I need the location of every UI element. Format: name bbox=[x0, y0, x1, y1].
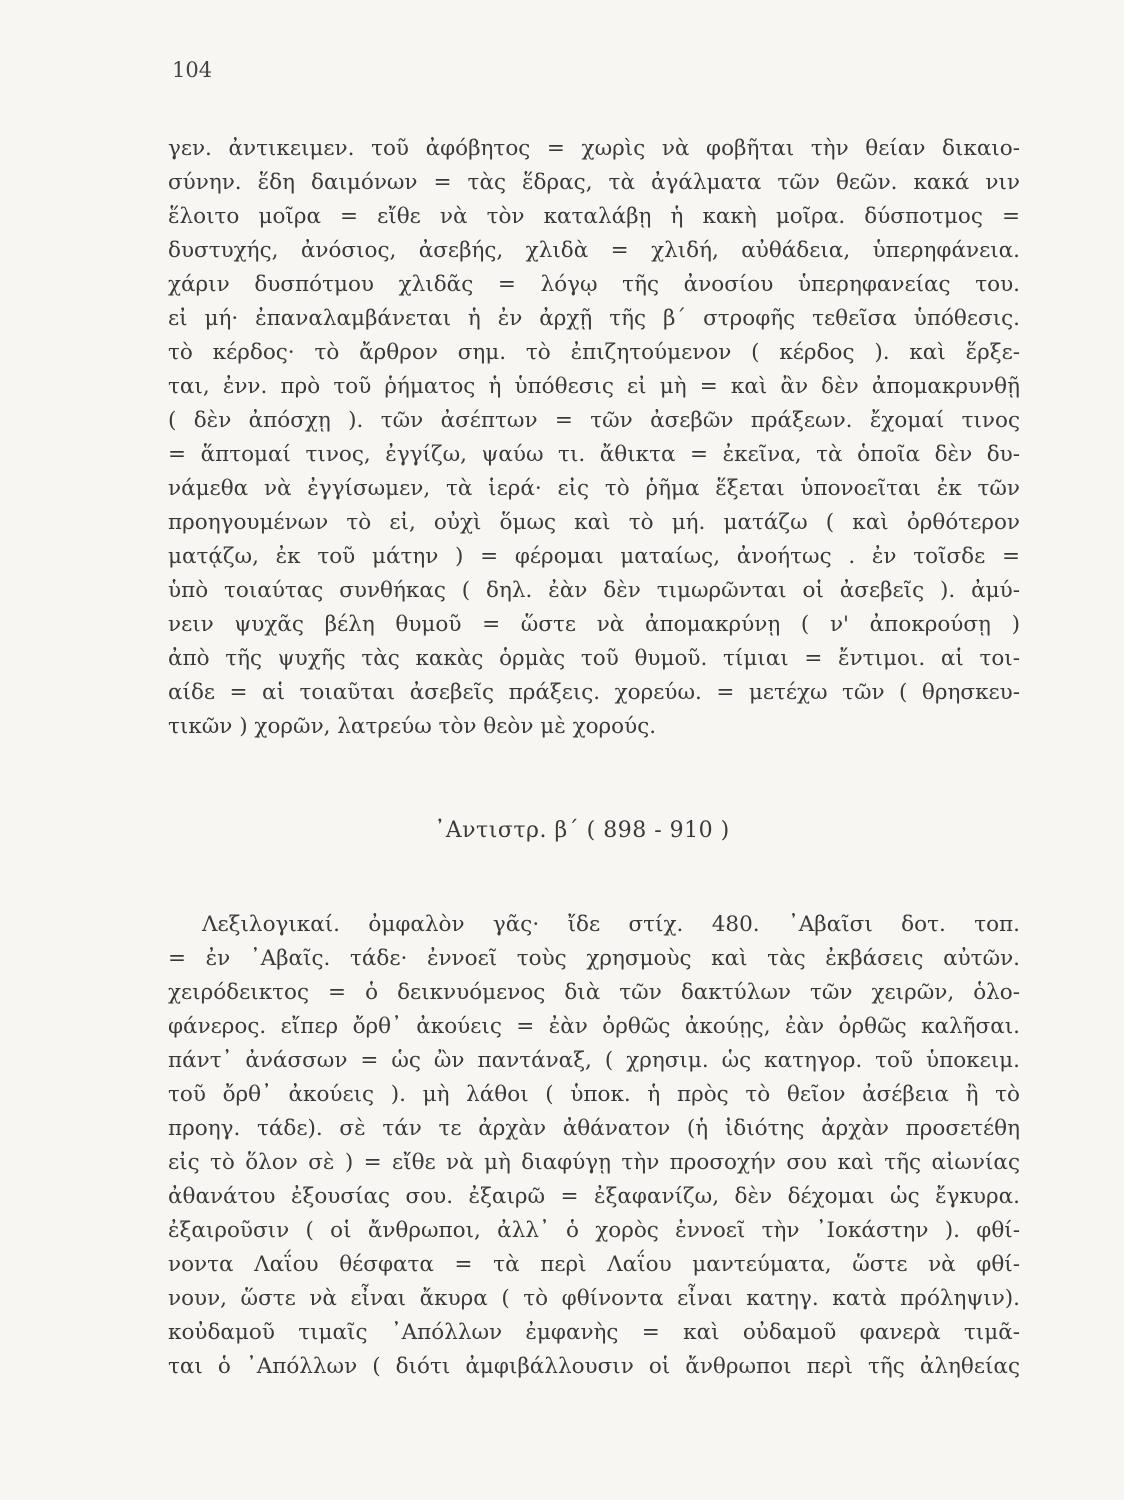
text-line: τικῶν ) χορῶν, λατρεύω τὸν θεὸν μὲ χορούς. bbox=[168, 714, 657, 739]
text-line: πάντ᾽ ἀνάσσων = ὡς ὢν παντάναξ, ( χρησιμ. ὡς κατηγορ. τοῦ ὑποκειμ. bbox=[168, 1048, 1020, 1073]
text-line: ται, ἐνν. πρὸ τοῦ ῥήματος ἡ ὑπόθεσις εἰ μὴ = καὶ ἂν δὲν ἀπομακρυνθῇ bbox=[168, 374, 1020, 399]
text-line: ὑπὸ τοιαύτας συνθήκας ( δηλ. ἐὰν δὲν τιμωρῶνται οἱ ἀσεβεῖς ). ἀμύ- bbox=[168, 578, 1020, 603]
text-line: δυστυχής, ἀνόσιος, ἀσεβής, χλιδὰ = χλιδή, αὐθάδεια, ὑπερηφάνεια. bbox=[168, 238, 1020, 263]
text-line: = ἅπτομαί τινος, ἐγγίζω, ψαύω τι. ἄθικτα = ἐκεῖνα, τὰ ὁποῖα δὲν δυ- bbox=[168, 442, 1020, 467]
text-line: ματᾴζω, ἐκ τοῦ μάτην ) = φέρομαι ματαίως, ἀνοήτως . ἐν τοῖσδε = bbox=[168, 544, 1020, 569]
section-heading-text: ᾽Αντιστρ. β΄ ( 898 - 910 ) bbox=[434, 818, 730, 843]
text-line: ( δὲν ἀπόσχῃ ). τῶν ἀσέπτων = τῶν ἀσεβῶν πράξεων. ἔχομαί τινος bbox=[168, 408, 1020, 433]
text-line: νουν, ὥστε νὰ εἶναι ἄκυρα ( τὸ φθίνοντα εἶναι κατηγ. κατὰ πρόληψιν). bbox=[168, 1286, 1020, 1311]
paragraph-vocabulary-strophe bbox=[168, 132, 1020, 744]
text-line: χάριν δυσπότμου χλιδᾶς = λόγῳ τῆς ἀνοσίου ὑπερηφανείας του. bbox=[168, 272, 1020, 297]
text-line: ἀπὸ τῆς ψυχῆς τὰς κακὰς ὁρμὰς τοῦ θυμοῦ. τίμιαι = ἔντιμοι. αἱ τοι- bbox=[168, 646, 1020, 671]
text-line: νοντα Λαΐου θέσφατα = τὰ περὶ Λαΐου μαντεύματα, ὥστε νὰ φθί- bbox=[168, 1252, 1020, 1277]
text-line: προηγ. τάδε). σὲ τάν τε ἀρχὰν ἀθάνατον (ἡ ἰδιότης ἀρχὰν προσετέθη bbox=[168, 1116, 1020, 1141]
text-line: ἕλοιτο μοῖρα = εἴθε νὰ τὸν καταλάβῃ ἡ κακὴ μοῖρα. δύσποτμος = bbox=[168, 204, 1020, 229]
text-line: = ἐν ᾽Αβαῖς. τάδε· ἐννοεῖ τοὺς χρησμοὺς καὶ τὰς ἐκβάσεις αὐτῶν. bbox=[168, 946, 1020, 971]
text-line: χειρόδεικτος = ὁ δεικνυόμενος διὰ τῶν δακτύλων τῶν χειρῶν, ὁλο- bbox=[168, 980, 1020, 1005]
text-line: κοὐδαμοῦ τιμαῖς ᾽Απόλλων ἐμφανὴς = καὶ οὐδαμοῦ φανερὰ τιμᾶ- bbox=[168, 1320, 1020, 1345]
text-line: τὸ κέρδος· τὸ ἄρθρον σημ. τὸ ἐπιζητούμενον ( κέρδος ). καὶ ἕρξε- bbox=[168, 340, 1020, 365]
text-line: νάμεθα νὰ ἐγγίσωμεν, τὰ ἱερά· εἰς τὸ ῥῆμα ἕξεται ὑπονοεῖται ἐκ τῶν bbox=[168, 476, 1020, 501]
text-line: νειν ψυχᾶς βέλη θυμοῦ = ὥστε νὰ ἀπομακρύνῃ ( ν' ἀποκρούσῃ ) bbox=[168, 612, 1020, 637]
text-line: εἰς τὸ ὅλον σὲ ) = εἴθε νὰ μὴ διαφύγῃ τὴν προσοχήν σου καὶ τῆς αἰωνίας bbox=[168, 1150, 1020, 1175]
text-line: προηγουμένων τὸ εἰ, οὐχὶ ὅμως καὶ τὸ μή. ματάζω ( καὶ ὀρθότερον bbox=[168, 510, 1020, 535]
text-line: αίδε = αἱ τοιαῦται ἀσεβεῖς πράξεις. χορεύω. = μετέχω τῶν ( θρησκευ- bbox=[168, 680, 1020, 705]
section-heading bbox=[0, 818, 1124, 843]
text-line: Λεξιλογικαί. ὀμφαλὸν γᾶς· ἴδε στίχ. 480. ᾽Αβαῖσι δοτ. τοπ. bbox=[202, 912, 1020, 937]
text-line: ται ὁ ᾽Απόλλων ( διότι ἀμφιβάλλουσιν οἱ ἄνθρωποι περὶ τῆς ἀληθείας bbox=[168, 1354, 1020, 1379]
text-line: ἀθανάτου ἐξουσίας σου. ἐξαιρῶ = ἐξαφανίζω, δὲν δέχομαι ὡς ἔγκυρα. bbox=[168, 1184, 1020, 1209]
text-line: εἰ μή· ἐπαναλαμβάνεται ἡ ἐν ἀρχῇ τῆς β΄ στροφῆς τεθεῖσα ὑπόθεσις. bbox=[168, 306, 1020, 331]
text-line: φάνερος. εἴπερ ὄρθ᾽ ἀκούεις = ἐὰν ὀρθῶς ἀκούῃς, ἐὰν ὀρθῶς καλῆσαι. bbox=[168, 1014, 1020, 1039]
text-line: γεν. ἀντικειμεν. τοῦ ἀφόβητος = χωρὶς νὰ φοβῆται τὴν θείαν δικαιο- bbox=[168, 136, 1020, 161]
text-line: ἐξαιροῦσιν ( οἱ ἄνθρωποι, ἀλλ᾽ ὁ χορὸς ἐννοεῖ τὴν ᾽Ιοκάστην ). φθί- bbox=[168, 1218, 1020, 1243]
paragraph-vocabulary-antistrophe bbox=[168, 908, 1020, 1384]
page-number: 104 bbox=[172, 58, 213, 82]
text-line: σύνην. ἕδη δαιμόνων = τὰς ἕδρας, τὰ ἀγάλματα τῶν θεῶν. κακά νιν bbox=[168, 170, 1020, 195]
text-line: τοῦ ὄρθ᾽ ἀκούεις ). μὴ λάθοι ( ὑποκ. ἡ πρὸς τὸ θεῖον ἀσέβεια ἢ τὸ bbox=[168, 1082, 1020, 1107]
